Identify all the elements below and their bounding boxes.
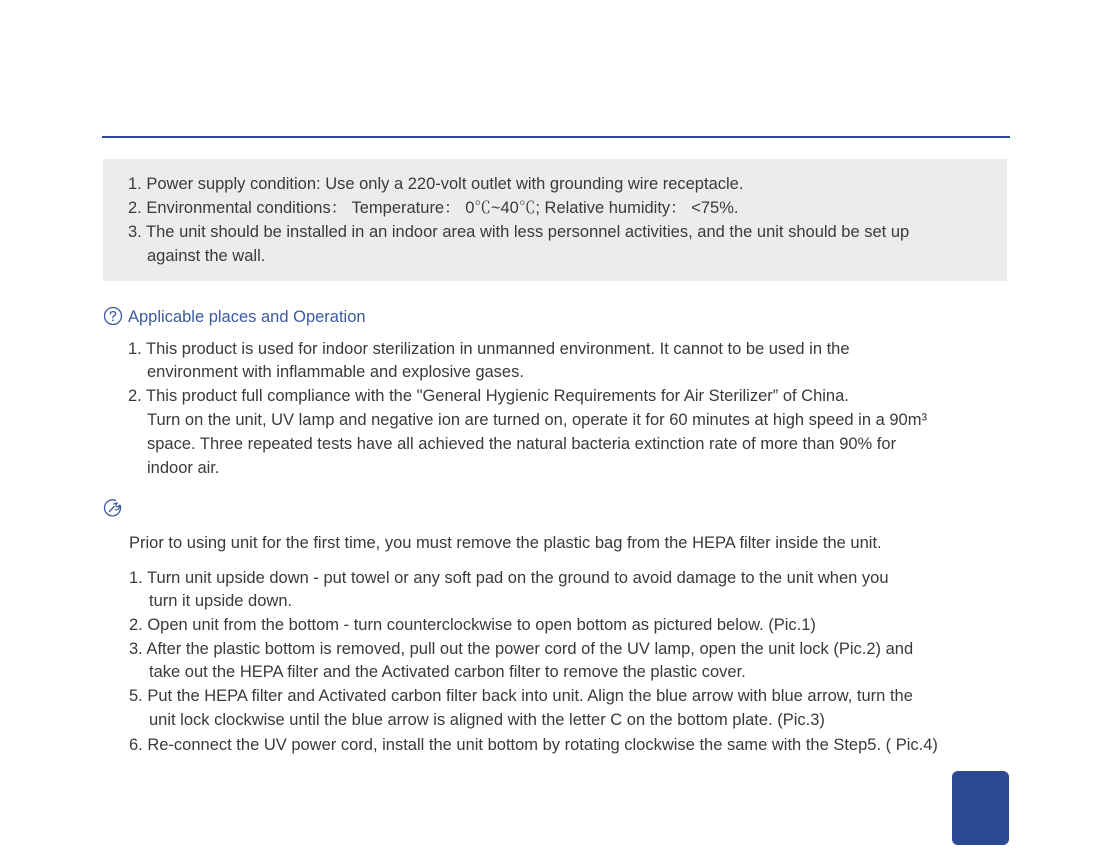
setup-step: 3. After the plastic bottom is removed, pull out the power cord of the UV lamp, open the unit lock (Pic.2) and [129, 640, 914, 658]
applicable-line: space. Three repeated tests have all achieved the natural bacteria extinction rate of more than 90% for [147, 435, 897, 453]
page-tab [952, 771, 1009, 845]
setup-intro: Prior to using unit for the first time, you must remove the plastic bag from the HEPA filter inside the unit. [129, 534, 882, 552]
applicable-line: Turn on the unit, UV lamp and negative ion are turned on, operate it for 60 minutes at high speed in a 90m³ [147, 411, 927, 429]
setup-step: 1. Turn unit upside down - put towel or any soft pad on the ground to avoid damage to the unit when you [129, 569, 889, 587]
requirement-item-continued: against the wall. [147, 247, 266, 265]
setup-step-continued: take out the HEPA filter and the Activated carbon filter to remove the plastic cover. [149, 663, 746, 681]
applicable-line: 1. This product is used for indoor sterilization in unmanned environment. It cannot to be used in the [128, 340, 850, 358]
header-divider [102, 136, 1010, 138]
requirement-item: 3. The unit should be installed in an indoor area with less personnel activities, and the unit should be set up [128, 223, 910, 241]
wrench-circle-icon [103, 498, 123, 518]
setup-step: 6. Re-connect the UV power cord, install the unit bottom by rotating clockwise the same with the Step5. ( Pic.4) [129, 736, 938, 754]
applicable-line: 2. This product full compliance with the "General Hygienic Requirements for Air Sterilizer” of China. [128, 387, 849, 405]
applicable-line: environment with inflammable and explosive gases. [147, 363, 524, 381]
requirement-item: 2. Environmental conditions： Temperature： 0℃~40℃; Relative humidity： <75%. [128, 199, 739, 217]
applicable-line: indoor air. [147, 459, 220, 477]
applicable-heading: Applicable places and Operation [128, 308, 366, 326]
question-circle-icon [103, 306, 123, 326]
setup-step: 2. Open unit from the bottom - turn counterclockwise to open bottom as pictured below. (Pic.1) [129, 616, 816, 634]
requirement-item: 1. Power supply condition: Use only a 220-volt outlet with grounding wire receptacle. [128, 175, 744, 193]
setup-step-continued: unit lock clockwise until the blue arrow is aligned with the letter C on the bottom plate. (Pic.3) [149, 711, 825, 729]
setup-step-continued: turn it upside down. [149, 592, 293, 610]
setup-step: 5. Put the HEPA filter and Activated carbon filter back into unit. Align the blue arrow with blue arrow, turn the [129, 687, 913, 705]
